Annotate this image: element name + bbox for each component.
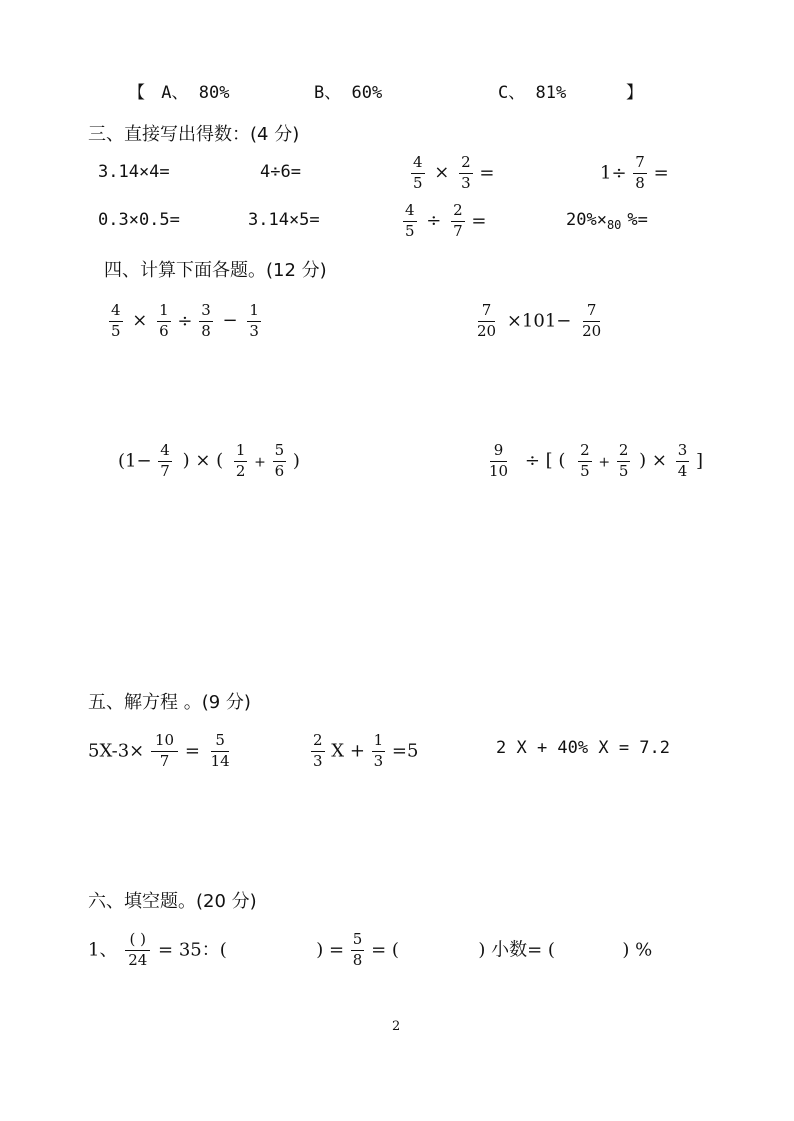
s4-problem3: (1− $\frac{4}{7}$ ) × ( $\frac{1}{2}$ + $\frac{5}{6}$ ) xyxy=(118,441,300,480)
s3-item2: 4÷6= xyxy=(260,162,301,182)
s6-question1: 1、 $\frac{( )}{24}$ = 35：( ) = $\frac{5}{8}$ = ( ) 小数= ( ) % xyxy=(88,930,653,969)
fraction: $\frac{5}{14}$ xyxy=(210,731,230,770)
bracket-close: 】 xyxy=(626,83,643,103)
fraction: $\frac{1}{3}$ xyxy=(249,301,259,340)
s5-equation2: $\frac{2}{3}$ X + $\frac{1}{3}$ =5 xyxy=(313,731,419,770)
s4-problem2: $\frac{7}{20}$ ×101− $\frac{7}{20}$ xyxy=(472,303,606,340)
fraction: $\frac{3}{8}$ xyxy=(201,301,211,340)
bracket-open: 【 xyxy=(128,83,145,103)
fraction: $\frac{5}{6}$ xyxy=(274,441,285,480)
fraction: $\frac{10}{7}$ xyxy=(151,733,178,770)
fraction: $\frac{2}{7}$ xyxy=(453,201,463,240)
fraction: $\frac{2}{3}$ xyxy=(461,153,471,192)
fraction: $\frac{2}{3}$ xyxy=(313,731,323,770)
fraction: $\frac{1}{6}$ xyxy=(159,301,169,340)
page-number: 2 xyxy=(392,1019,401,1034)
fraction: $\frac{7}{20}$ xyxy=(477,301,497,340)
fraction: $\frac{1}{3}$ xyxy=(373,731,384,770)
s4-problem4: $\frac{9}{10}$ ÷ [ ( $\frac{2}{5}$ + $\frac{2}{5}$ ) × $\frac{3}{4}$ ] xyxy=(484,443,703,480)
s5-equation1: 5X-3× $\frac{10}{7}$ = $\frac{5}{14}$ xyxy=(88,733,235,770)
fraction: $\frac{4}{7}$ xyxy=(160,441,170,480)
s3-item4: 1÷ $\frac{7}{8}$ = xyxy=(600,153,669,192)
fraction: $\frac{1}{2}$ xyxy=(235,441,246,480)
fraction: $\frac{4}{5}$ xyxy=(413,153,423,192)
fraction: $\frac{5}{8}$ xyxy=(352,930,363,969)
fraction: $\frac{7}{20}$ xyxy=(582,301,602,340)
s3-item3: $\frac{4}{5}$ × $\frac{2}{3}$ = xyxy=(413,153,495,192)
fraction: $\frac{2}{5}$ xyxy=(580,441,590,480)
option-c: C、 81% xyxy=(498,83,567,103)
s3-item5: 0.3×0.5= xyxy=(98,210,180,230)
section4-title: 四、计算下面各题。(12 分) xyxy=(104,260,327,281)
fraction: $\frac{3}{4}$ xyxy=(677,441,688,480)
fraction: $\frac{7}{8}$ xyxy=(635,153,645,192)
s5-equation3: 2 X + 40% X = 7.2 xyxy=(496,738,670,758)
options-row xyxy=(128,85,229,102)
section3-title: 三、直接写出得数：(4 分) xyxy=(88,124,300,145)
fraction: $\frac{9}{10}$ xyxy=(489,441,509,480)
s3-item6: 3.14×5= xyxy=(248,210,320,230)
section5-title: 五、解方程 。(9 分) xyxy=(88,692,251,713)
blank-fraction: $\frac{( )}{24}$ xyxy=(124,932,151,969)
option-a: A、 80% xyxy=(161,83,230,103)
s3-item1: 3.14×4= xyxy=(98,162,170,182)
option-b: B、 60% xyxy=(314,83,383,103)
s4-problem1: $\frac{4}{5}$ × $\frac{1}{6}$ ÷ $\frac{3}{8}$ − $\frac{1}{3}$ xyxy=(111,301,259,340)
fraction: $\frac{2}{5}$ xyxy=(618,441,629,480)
fraction: $\frac{4}{5}$ xyxy=(405,201,415,240)
fraction: $\frac{4}{5}$ xyxy=(111,301,121,340)
s3-item8: $20\%\times_{80}$ %= xyxy=(566,210,648,232)
section6-title: 六、填空题。(20 分) xyxy=(88,891,257,912)
s3-item7: $\frac{4}{5}$ ÷ $\frac{2}{7}$ = xyxy=(405,201,487,240)
